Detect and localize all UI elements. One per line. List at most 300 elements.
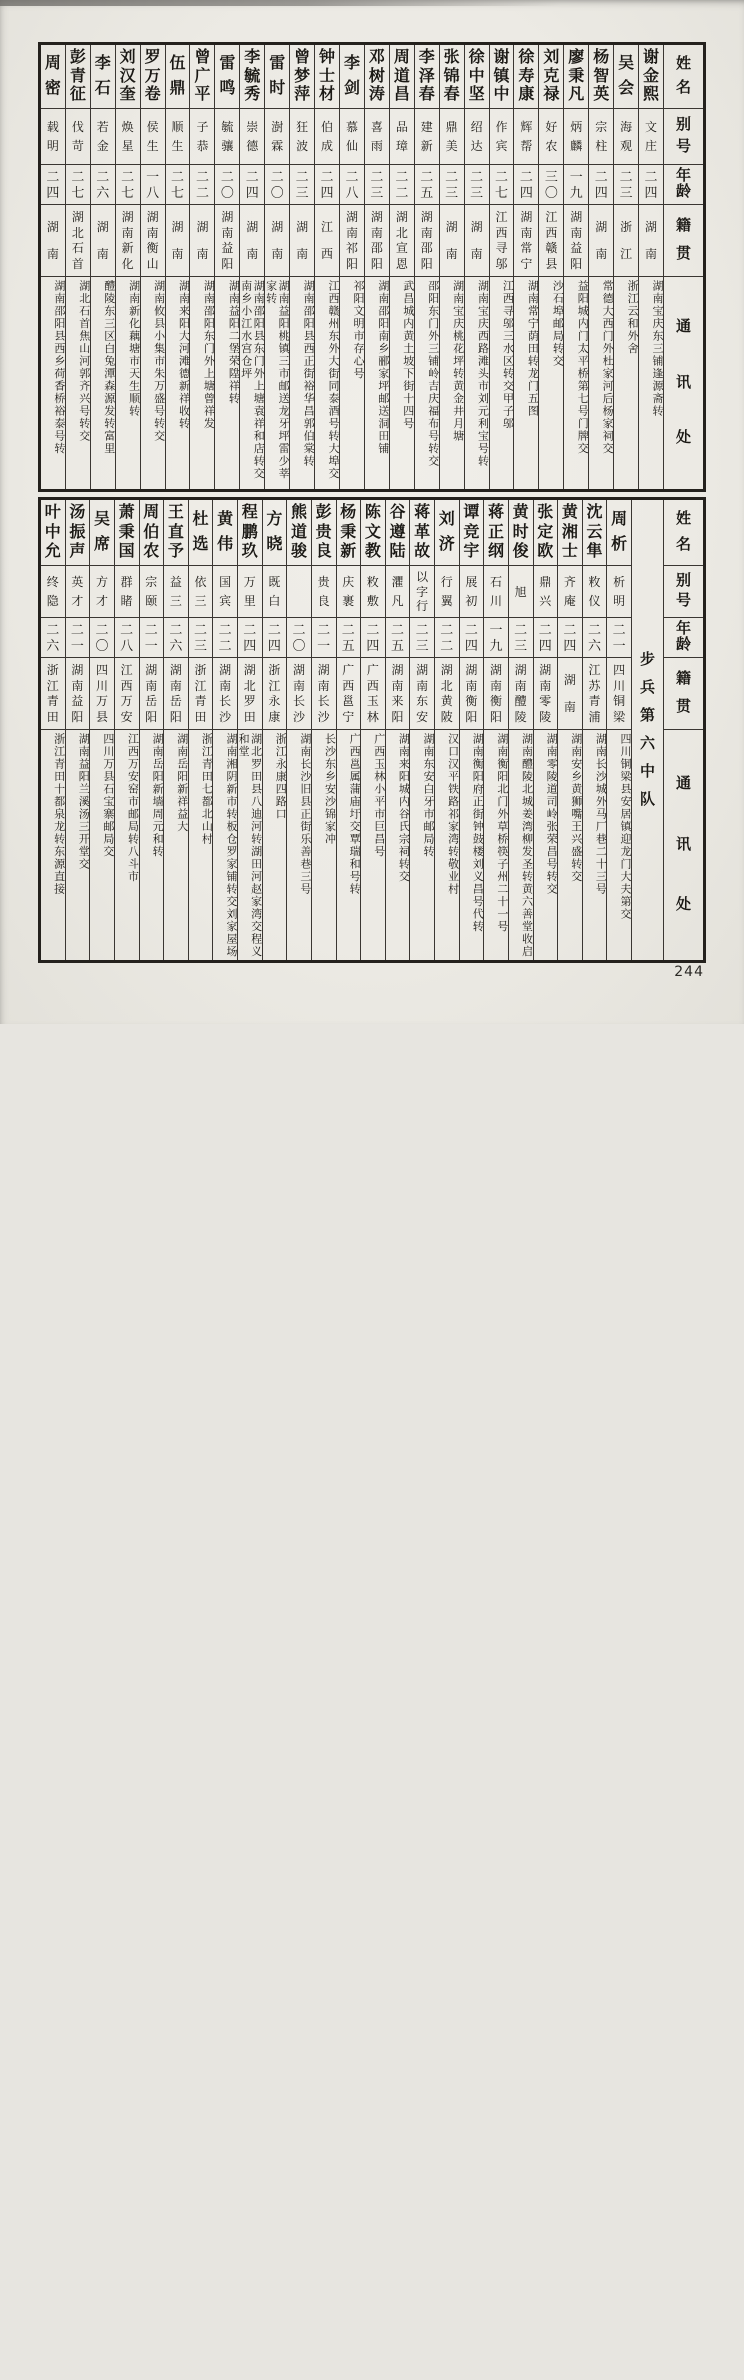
origin-cell xyxy=(312,658,336,730)
age-cell xyxy=(190,165,214,205)
age-cell xyxy=(639,165,663,205)
address-cell xyxy=(361,730,385,960)
name-cell xyxy=(116,45,140,109)
origin-text: 四 川 铜 梁 xyxy=(613,662,626,725)
origin-text: 湖 南 醴 陵 xyxy=(514,662,527,725)
alias-cell xyxy=(361,566,385,618)
header-label-age: 年 龄 xyxy=(675,167,691,201)
address-cell xyxy=(116,277,140,489)
alias-cell xyxy=(639,109,663,165)
entry-column xyxy=(563,45,588,489)
alias-text: 贵 良 xyxy=(317,575,330,608)
age-text: 一 八 xyxy=(146,169,160,200)
origin-cell xyxy=(287,658,311,730)
age-cell xyxy=(340,165,364,205)
address-text: 湖南零陵道司岭张荣昌号转交 xyxy=(545,733,558,896)
origin-cell xyxy=(440,205,464,277)
age-text: 二 一 xyxy=(612,622,626,653)
alias-cell xyxy=(41,566,65,618)
origin-text: 湖 南 东 安 xyxy=(416,662,429,725)
name-text: 王 直 予 xyxy=(167,504,184,560)
age-text: 二 四 xyxy=(563,622,577,653)
name-cell xyxy=(164,500,188,566)
origin-cell xyxy=(66,658,90,730)
address-text: 常德大西门外杜家河后杨家祠交 xyxy=(601,280,614,455)
entry-column xyxy=(139,500,164,960)
origin-text: 湖 南 岳 阳 xyxy=(169,662,182,725)
alias-cell xyxy=(484,566,508,618)
header-cell-name xyxy=(664,45,703,109)
address-text: 江西赣州东外大街同泰酒号转大埠交 xyxy=(327,280,340,480)
entry-column xyxy=(459,500,484,960)
header-cell-address xyxy=(664,730,703,960)
entry-column xyxy=(214,45,239,489)
name-text: 黄 湘 士 xyxy=(561,504,578,560)
address-cell xyxy=(140,730,164,960)
address-cell xyxy=(490,277,514,489)
header-cell-age xyxy=(664,165,703,205)
origin-cell xyxy=(41,658,65,730)
age-text: 二 七 xyxy=(171,169,185,200)
address-text: 湖南攸县小集市朱万盛号转交 xyxy=(152,280,165,443)
name-cell xyxy=(340,45,364,109)
alias-text: 崇 德 xyxy=(246,120,259,153)
age-cell xyxy=(240,165,264,205)
origin-text: 湖 南 xyxy=(171,220,184,261)
alias-text: 喜 雨 xyxy=(370,120,383,153)
alias-text: 好 农 xyxy=(545,120,558,153)
age-text: 二 二 xyxy=(218,622,232,653)
name-cell xyxy=(240,45,264,109)
origin-text: 湖 南 衡 阳 xyxy=(465,662,478,725)
alias-text: 方 才 xyxy=(96,575,109,608)
age-cell xyxy=(315,165,339,205)
age-text: 二 四 xyxy=(320,169,334,200)
alias-text: 析 明 xyxy=(613,575,626,608)
alias-text: 齐 庵 xyxy=(563,575,576,608)
name-cell xyxy=(115,500,139,566)
header-cell-name xyxy=(664,500,703,566)
entry-column xyxy=(289,45,314,489)
address-text: 祁阳文明市存心号 xyxy=(351,280,364,380)
address-cell xyxy=(41,277,65,489)
age-cell xyxy=(263,618,287,658)
origin-text: 江 苏 青 浦 xyxy=(588,662,601,725)
name-text: 叶 中 允 xyxy=(44,504,61,560)
alias-text: 伐 苛 xyxy=(71,120,84,153)
address-cell xyxy=(238,730,262,960)
name-cell xyxy=(390,45,414,109)
age-cell xyxy=(558,618,582,658)
alias-cell xyxy=(240,109,264,165)
alias-text: 万 里 xyxy=(243,575,256,608)
alias-text: 鼎 美 xyxy=(445,120,458,153)
header-cell-address xyxy=(664,277,703,489)
header-label-address: 通 讯 处 xyxy=(675,776,691,913)
address-text: 江西万安窑市邮局转八斗市 xyxy=(126,733,139,883)
name-text: 程 鹏 玖 xyxy=(241,504,258,560)
name-cell xyxy=(41,500,65,566)
origin-text: 江 西 寻 邬 xyxy=(495,209,508,272)
unit-column xyxy=(631,500,663,960)
age-cell xyxy=(238,618,262,658)
age-cell xyxy=(365,165,389,205)
alias-text: 绍 达 xyxy=(470,120,483,153)
age-text: 二 七 xyxy=(495,169,509,200)
origin-cell xyxy=(465,205,489,277)
alias-text: 旭 xyxy=(514,584,527,599)
age-text: 二 五 xyxy=(420,169,434,200)
alias-text: 品 璋 xyxy=(395,120,408,153)
header-label-address: 通 讯 处 xyxy=(675,318,691,447)
alias-cell xyxy=(315,109,339,165)
age-text: 二 五 xyxy=(391,622,405,653)
entry-column xyxy=(464,45,489,489)
alias-cell xyxy=(115,566,139,618)
origin-text: 浙 江 青 田 xyxy=(194,662,207,725)
alias-text: 顺 生 xyxy=(171,120,184,153)
age-cell xyxy=(265,165,289,205)
age-cell xyxy=(213,618,237,658)
name-cell xyxy=(312,500,336,566)
alias-text: 慕 仙 xyxy=(345,120,358,153)
origin-cell xyxy=(66,205,90,277)
origin-text: 湖 南 常 宁 xyxy=(520,209,533,272)
address-cell xyxy=(435,730,459,960)
alias-cell xyxy=(440,109,464,165)
address-text: 湖南宝庆桃花坪转黄金井月塘 xyxy=(451,280,464,443)
name-cell xyxy=(558,500,582,566)
entry-column xyxy=(41,500,65,960)
age-text: 二 二 xyxy=(395,169,409,200)
address-cell xyxy=(213,730,237,960)
address-text: 湖南安乡黄狮嘴王兴盛转交 xyxy=(569,733,582,883)
address-text: 四川铜梁县安居镇迎龙门大夫第交 xyxy=(619,733,631,921)
alias-cell xyxy=(583,566,607,618)
address-text: 湖南东安白牙市邮局转 xyxy=(422,733,434,858)
name-text: 吴 会 xyxy=(618,55,635,97)
name-text: 李 泽 春 xyxy=(418,48,435,104)
age-text: 二 三 xyxy=(415,622,429,653)
address-cell xyxy=(390,277,414,489)
name-text: 萧 秉 国 xyxy=(118,504,135,560)
origin-text: 湖 南 xyxy=(196,220,209,261)
name-cell xyxy=(263,500,287,566)
address-cell xyxy=(583,730,607,960)
alias-text: 辉 帮 xyxy=(520,120,533,153)
address-cell xyxy=(484,730,508,960)
age-cell xyxy=(66,618,90,658)
age-cell xyxy=(534,618,558,658)
name-cell xyxy=(607,500,631,566)
age-cell xyxy=(166,165,190,205)
age-text: 二 四 xyxy=(46,169,60,200)
address-cell xyxy=(539,277,563,489)
alias-cell xyxy=(189,566,213,618)
origin-cell xyxy=(90,658,114,730)
origin-text: 湖 南 岳 阳 xyxy=(145,662,158,725)
origin-cell xyxy=(141,205,165,277)
alias-cell xyxy=(215,109,239,165)
alias-cell xyxy=(66,109,90,165)
address-cell xyxy=(166,277,190,489)
entry-column xyxy=(212,500,237,960)
name-text: 方 晓 xyxy=(266,510,283,554)
alias-text: 终 隐 xyxy=(46,575,59,608)
entry-column xyxy=(364,45,389,489)
age-text: 二 〇 xyxy=(220,169,234,200)
alias-cell xyxy=(287,566,311,618)
age-cell xyxy=(614,165,638,205)
origin-cell xyxy=(41,205,65,277)
age-text: 二 七 xyxy=(71,169,85,200)
roster-table-top xyxy=(38,42,706,492)
age-cell xyxy=(189,618,213,658)
origin-cell xyxy=(213,658,237,730)
header-label-alias: 别 号 xyxy=(675,572,691,610)
origin-cell xyxy=(564,205,588,277)
alias-text: 炳 麟 xyxy=(570,120,583,153)
origin-text: 湖 南 邵 阳 xyxy=(370,209,383,272)
address-cell xyxy=(509,730,533,960)
alias-cell xyxy=(340,109,364,165)
entry-column xyxy=(538,45,563,489)
alias-text xyxy=(287,566,311,617)
address-cell xyxy=(589,277,613,489)
name-cell xyxy=(639,45,663,109)
age-cell xyxy=(386,618,410,658)
address-text: 益阳城内门太平桥第七号门牌交 xyxy=(576,280,589,455)
age-cell xyxy=(484,618,508,658)
age-text: 二 六 xyxy=(588,622,602,653)
alias-text: 英 才 xyxy=(71,575,84,608)
name-text: 周 道 昌 xyxy=(393,48,410,104)
entry-column xyxy=(65,500,90,960)
name-text: 曾 梦 萍 xyxy=(294,48,311,104)
alias-text: 国 宾 xyxy=(219,575,232,608)
origin-text: 四 川 万 县 xyxy=(96,662,109,725)
origin-text: 湖 北 石 首 xyxy=(71,209,84,272)
origin-cell xyxy=(190,205,214,277)
header-label-name: 姓 名 xyxy=(675,55,691,97)
origin-cell xyxy=(415,205,439,277)
address-text: 浙江青田十都泉龙转东源直接 xyxy=(52,733,65,896)
name-cell xyxy=(440,45,464,109)
entry-column xyxy=(115,45,140,489)
age-cell xyxy=(337,618,361,658)
name-text: 周 密 xyxy=(44,55,61,97)
origin-text: 湖 南 长 沙 xyxy=(219,662,232,725)
age-text: 二 五 xyxy=(341,622,355,653)
name-text: 李 石 xyxy=(94,55,111,97)
alias-text: 石 川 xyxy=(490,575,503,608)
entry-column xyxy=(65,45,90,489)
entry-column xyxy=(483,500,508,960)
address-cell xyxy=(564,277,588,489)
name-cell xyxy=(265,45,289,109)
age-cell xyxy=(41,618,65,658)
entry-column xyxy=(613,45,638,489)
entry-column xyxy=(311,500,336,960)
origin-text: 广 西 玉 林 xyxy=(366,662,379,725)
age-cell xyxy=(91,165,115,205)
header-label-origin: 籍 贯 xyxy=(675,671,691,715)
alias-cell xyxy=(534,566,558,618)
name-text: 周 析 xyxy=(611,510,628,554)
entry-column xyxy=(434,500,459,960)
entry-column xyxy=(533,500,558,960)
origin-cell xyxy=(140,658,164,730)
origin-cell xyxy=(337,658,361,730)
entry-column xyxy=(439,45,464,489)
age-cell xyxy=(410,618,434,658)
name-cell xyxy=(435,500,459,566)
address-cell xyxy=(410,730,434,960)
address-cell xyxy=(90,730,114,960)
entry-column xyxy=(336,500,361,960)
name-cell xyxy=(539,45,563,109)
address-cell xyxy=(190,277,214,489)
name-text: 谭 竞 宇 xyxy=(463,504,480,560)
address-text: 湖北罗田县八迪河转湖田河赵家湾交程义和堂 xyxy=(237,733,262,958)
address-cell xyxy=(189,730,213,960)
address-text: 湖北石首焦山河郭齐兴号转交 xyxy=(77,280,90,443)
alias-cell xyxy=(465,109,489,165)
alias-cell xyxy=(614,109,638,165)
age-text: 二 三 xyxy=(514,622,528,653)
name-text: 汤 振 声 xyxy=(69,504,86,560)
name-text: 黄 伟 xyxy=(217,510,234,554)
alias-text: 敉 仪 xyxy=(588,575,601,608)
name-text: 徐 中 坚 xyxy=(468,48,485,104)
address-text: 浙江云和外舍 xyxy=(626,280,639,355)
name-cell xyxy=(213,500,237,566)
name-text: 熊 道 骏 xyxy=(291,504,308,560)
alias-text: 展 初 xyxy=(465,575,478,608)
age-cell xyxy=(607,618,631,658)
age-cell xyxy=(415,165,439,205)
origin-cell xyxy=(589,205,613,277)
name-text: 李 剑 xyxy=(343,55,360,97)
address-cell xyxy=(66,277,90,489)
age-cell xyxy=(390,165,414,205)
origin-cell xyxy=(361,658,385,730)
entry-column xyxy=(239,45,264,489)
age-text: 二 一 xyxy=(317,622,331,653)
name-text: 雷 时 xyxy=(269,55,286,97)
address-cell xyxy=(340,277,364,489)
alias-cell xyxy=(337,566,361,618)
origin-cell xyxy=(116,205,140,277)
name-text: 杨 秉 新 xyxy=(340,504,357,560)
alias-cell xyxy=(140,566,164,618)
age-text: 二 八 xyxy=(345,169,359,200)
age-cell xyxy=(90,618,114,658)
name-cell xyxy=(238,500,262,566)
address-cell xyxy=(534,730,558,960)
address-cell xyxy=(66,730,90,960)
age-text: 二 一 xyxy=(144,622,158,653)
origin-cell xyxy=(240,205,264,277)
origin-cell xyxy=(539,205,563,277)
origin-cell xyxy=(534,658,558,730)
header-cell-alias xyxy=(664,566,703,618)
age-cell xyxy=(140,618,164,658)
origin-text: 湖 南 xyxy=(46,220,59,261)
address-cell xyxy=(287,730,311,960)
entry-column xyxy=(489,45,514,489)
alias-text: 作 宾 xyxy=(495,120,508,153)
origin-text: 湖 南 来 阳 xyxy=(391,662,404,725)
header-label-origin: 籍 贯 xyxy=(675,218,691,262)
entry-column xyxy=(237,500,262,960)
name-cell xyxy=(514,45,538,109)
entry-column xyxy=(339,45,364,489)
address-text: 湖南衡阳北门外草桥筷子州二十一号 xyxy=(495,733,508,933)
address-cell xyxy=(315,277,339,489)
address-text: 湖南邵阳县西乡荷香桥裕泰号转 xyxy=(52,280,65,455)
address-text: 浙江青田七都北山村 xyxy=(200,733,213,846)
address-text: 湖南湘阴新市转板仓罗家铺转交刘家屋场 xyxy=(225,733,237,958)
origin-text: 湖 南 益 阳 xyxy=(71,662,84,725)
age-text: 一 九 xyxy=(489,622,503,653)
alias-cell xyxy=(263,566,287,618)
entry-column xyxy=(41,45,65,489)
alias-text: 载 明 xyxy=(46,120,59,153)
age-text: 二 四 xyxy=(644,169,658,200)
name-cell xyxy=(315,45,339,109)
address-text: 湖南来阳城内谷氏宗祠转交 xyxy=(397,733,410,883)
address-cell xyxy=(415,277,439,489)
name-text: 杨 智 英 xyxy=(593,48,610,104)
entry-column xyxy=(114,500,139,960)
age-text: 二 〇 xyxy=(270,169,284,200)
age-text: 二 二 xyxy=(440,622,454,653)
address-text: 沙石埠邮局转交 xyxy=(551,280,564,368)
address-text: 湖南益阳桃镇三市邮送龙牙坪雷少莘家转 xyxy=(264,280,290,480)
age-text: 二 三 xyxy=(445,169,459,200)
origin-text: 浙 江 xyxy=(620,220,633,261)
address-cell xyxy=(141,277,165,489)
age-cell xyxy=(583,618,607,658)
name-text: 谢 金 熙 xyxy=(643,48,660,104)
origin-cell xyxy=(290,205,314,277)
age-cell xyxy=(290,165,314,205)
name-text: 谷 遵 陆 xyxy=(389,504,406,560)
address-text: 湖南邵阳南乡郦家坪邮送洞田铺 xyxy=(376,280,389,455)
age-text: 二 四 xyxy=(519,169,533,200)
origin-text: 广 西 邕 宁 xyxy=(342,662,355,725)
name-text: 杜 选 xyxy=(192,510,209,554)
age-text: 三 〇 xyxy=(544,169,558,200)
alias-text: 海 观 xyxy=(620,120,633,153)
origin-text: 湖 南 xyxy=(563,673,576,714)
alias-text: 宗 颐 xyxy=(145,575,158,608)
age-text: 二 七 xyxy=(121,169,135,200)
entry-column xyxy=(90,45,115,489)
age-text: 一 九 xyxy=(569,169,583,200)
origin-cell xyxy=(607,658,631,730)
alias-cell xyxy=(91,109,115,165)
address-text: 广西邕属蒲庙圩交覃瑞和号转 xyxy=(348,733,361,896)
age-cell xyxy=(460,618,484,658)
age-text: 二 四 xyxy=(464,622,478,653)
alias-text: 群 睹 xyxy=(120,575,133,608)
alias-text: 益 三 xyxy=(169,575,182,608)
address-cell xyxy=(514,277,538,489)
entry-column xyxy=(582,500,607,960)
origin-cell xyxy=(484,658,508,730)
